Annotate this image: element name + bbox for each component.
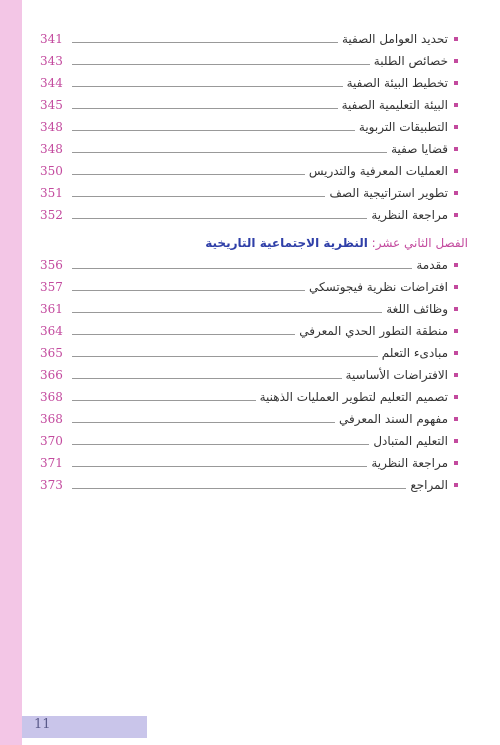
toc-leader-line	[72, 356, 378, 357]
toc-entry[interactable]	[40, 95, 460, 115]
bullet-icon	[454, 329, 458, 333]
toc-leader-line	[72, 196, 325, 197]
toc-entry[interactable]	[40, 117, 460, 137]
toc-entry-title: تحديد العوامل الصفية	[341, 32, 448, 46]
toc-page-number: 350	[40, 164, 63, 178]
toc-leader-line	[72, 174, 305, 175]
toc-page-number: 370	[40, 434, 63, 448]
chapter-heading	[205, 236, 468, 250]
toc-leader-line	[72, 218, 367, 219]
toc-entry[interactable]	[40, 453, 460, 473]
toc-entry-title: مقدمة	[416, 258, 448, 272]
toc-entry[interactable]	[40, 161, 460, 181]
toc-page-number: 345	[40, 98, 63, 112]
toc-leader-line	[72, 444, 369, 445]
toc-page-number: 357	[40, 280, 63, 294]
toc-entry-title: المراجع	[410, 478, 448, 492]
toc-leader-line	[72, 378, 342, 379]
toc-entry-title: التعليم المتبادل	[373, 434, 448, 448]
toc-page-number: 343	[40, 54, 63, 68]
toc-leader-line	[72, 334, 295, 335]
toc-entry-title: تصميم التعليم لتطوير العمليات الذهنية	[259, 390, 448, 404]
bullet-icon	[454, 461, 458, 465]
toc-page-number: 348	[40, 120, 63, 134]
toc-entry-title: مراجعة النظرية	[371, 456, 448, 470]
toc-page-number: 361	[40, 302, 63, 316]
bullet-icon	[454, 395, 458, 399]
toc-leader-line	[72, 400, 256, 401]
bullet-icon	[454, 307, 458, 311]
bullet-icon	[454, 483, 458, 487]
bullet-icon	[454, 103, 458, 107]
toc-entry-title: مراجعة النظرية	[371, 208, 448, 222]
toc-leader-line	[72, 488, 406, 489]
toc-page-number: 364	[40, 324, 63, 338]
toc-page-number: 348	[40, 142, 63, 156]
bullet-icon	[454, 373, 458, 377]
toc-entry-title: العمليات المعرفية والتدريس	[308, 164, 448, 178]
toc-page-number: 371	[40, 456, 63, 470]
toc-entry-title: البيئة التعليمية الصفية	[341, 98, 448, 112]
chapter-title: النظرية الاجتماعية التاريخية	[205, 236, 368, 250]
bullet-icon	[454, 191, 458, 195]
toc-leader-line	[72, 290, 305, 291]
bullet-icon	[454, 147, 458, 151]
bullet-icon	[454, 417, 458, 421]
toc-entry-title: قضايا صفية	[391, 142, 448, 156]
toc-entry[interactable]	[40, 183, 460, 203]
bullet-icon	[454, 169, 458, 173]
toc-entry-title: تطوير استراتيجية الصف	[329, 186, 448, 200]
toc-entry[interactable]	[40, 409, 460, 429]
bullet-icon	[454, 285, 458, 289]
toc-entry-title: وظائف اللغة	[386, 302, 448, 316]
toc-page-number: 366	[40, 368, 63, 382]
bullet-icon	[454, 439, 458, 443]
toc-page-number: 341	[40, 32, 63, 46]
toc-leader-line	[72, 312, 382, 313]
toc-leader-line	[72, 152, 387, 153]
toc-entry[interactable]	[40, 139, 460, 159]
toc-entry[interactable]	[40, 255, 460, 275]
toc-page-number: 352	[40, 208, 63, 222]
toc-entry[interactable]	[40, 475, 460, 495]
toc-leader-line	[72, 42, 338, 43]
toc-leader-line	[72, 64, 370, 65]
toc-page-number: 356	[40, 258, 63, 272]
bullet-icon	[454, 81, 458, 85]
toc-page-number: 373	[40, 478, 63, 492]
toc-entry[interactable]	[40, 277, 460, 297]
toc-entry-title: الافتراضات الأساسية	[345, 368, 448, 382]
toc-leader-line	[72, 268, 412, 269]
toc-page-number: 344	[40, 76, 63, 90]
bullet-icon	[454, 263, 458, 267]
toc-entry[interactable]	[40, 365, 460, 385]
bullet-icon	[454, 213, 458, 217]
toc-entry-title: التطبيقات التربوية	[358, 120, 448, 134]
toc-entry-title: افتراضات نظرية فيجوتسكي	[309, 280, 448, 294]
chapter-prefix: الفصل الثاني عشر:	[371, 236, 468, 250]
toc-entry[interactable]	[40, 343, 460, 363]
toc-leader-line	[72, 466, 367, 467]
toc-page-number: 365	[40, 346, 63, 360]
toc-leader-line	[72, 86, 343, 87]
bullet-icon	[454, 59, 458, 63]
toc-entry[interactable]	[40, 51, 460, 71]
toc-leader-line	[72, 108, 338, 109]
bullet-icon	[454, 125, 458, 129]
toc-page-number: 368	[40, 412, 63, 426]
toc-entry[interactable]	[40, 387, 460, 407]
toc-entry[interactable]	[40, 431, 460, 451]
toc-leader-line	[72, 422, 335, 423]
toc-leader-line	[72, 130, 355, 131]
toc-entry[interactable]	[40, 205, 460, 225]
toc-page-number: 351	[40, 186, 63, 200]
toc-entry[interactable]	[40, 73, 460, 93]
toc-entry-title: تخطيط البيئة الصفية	[346, 76, 448, 90]
toc-entry[interactable]	[40, 29, 460, 49]
toc-entry-title: مفهوم السند المعرفي	[339, 412, 448, 426]
toc-page-number: 368	[40, 390, 63, 404]
toc-entry-title: منطقة التطور الحدي المعرفي	[299, 324, 448, 338]
bullet-icon	[454, 37, 458, 41]
bullet-icon	[454, 351, 458, 355]
page-number: 11	[34, 717, 51, 732]
toc-entry[interactable]	[40, 299, 460, 319]
toc-entry[interactable]	[40, 321, 460, 341]
toc-entry-title: مبادىء التعلم	[381, 346, 448, 360]
toc-entry-title: خصائص الطلبة	[373, 54, 448, 68]
